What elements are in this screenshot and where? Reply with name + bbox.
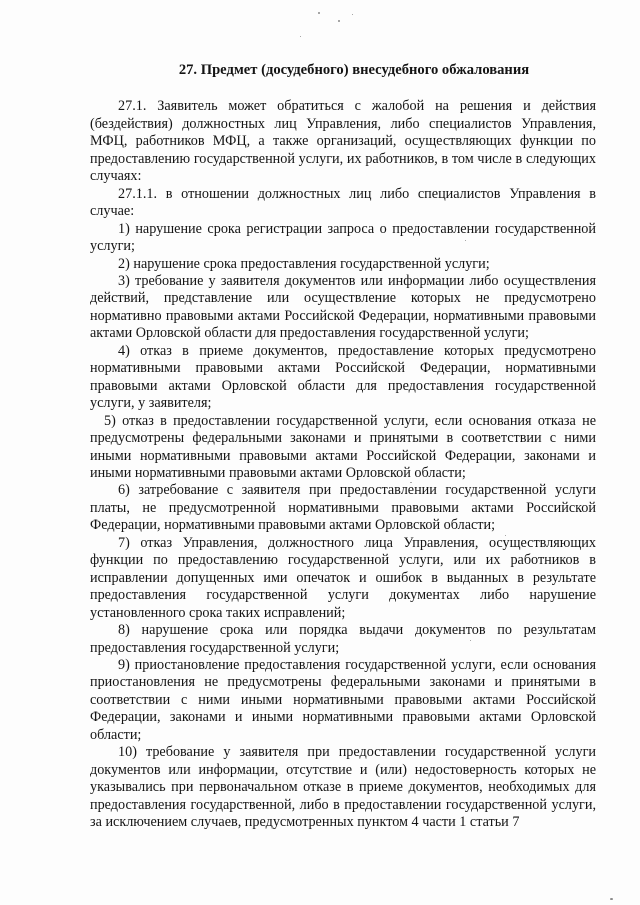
list-item-8: 8) нарушение срока или порядка выдачи документов по результатам предоставления государственной услуги; (90, 622, 596, 656)
list-item-1: 1) нарушение срока регистрации запроса о предоставлении государственной услуги; (90, 220, 596, 255)
scan-speck (610, 898, 613, 900)
list-item-3: 3) требование у заявителя документов или информации либо осуществления действий, представление или осуществление которых не предусмотрено нормативно правовыми актами Российской Федерации, нормативными правовыми актами Орловской области для предоставления государственной услуги; (90, 272, 596, 342)
scan-speck (300, 36, 301, 37)
list-item-4: 4) отказ в приеме документов, предоставление которых предусмотрено нормативными правовыми актами Российской Федерации, нормативными правовыми актами Орловской области для предоставления государственной услуги, у заявителя; (90, 342, 596, 412)
scan-speck (338, 20, 340, 22)
list-item-10: 10) требование у заявителя при предоставлении государственной услуги документов или информации, отсутствие и (или) недостоверность которых не указывались при первоначальном отказе в приеме документов, необходимых для предоставления государственной, либо в предоставлении государственной услуги, за исключением случаев, предусмотренных пунктом 4 части 1 статьи 7 (90, 744, 596, 831)
scan-speck (352, 14, 353, 15)
list-item-9: 9) приостановление предоставления государственной услуги, если основания приостановления не предусмотрены федеральными законами и принятыми в соответствии с ними иными нормативными правовыми актами Российской Федерации, законами и иными нормативными правовыми актами Орловской области; (90, 656, 596, 743)
list-item-6: 6) затребование с заявителя при предоставлении государственной услуги платы, не предусмотренной нормативными правовыми актами Российской Федерации, нормативными правовыми актами Орловской области; (90, 482, 596, 534)
scan-speck (318, 12, 320, 14)
list-item-5: 5) отказ в предоставлении государственной услуги, если основания отказа не предусмотрены федеральными законами и принятыми в соответствии с ними иными нормативными правовыми актами Российской Федерации, законами и иными нормативными правовыми актами Орловской области; (90, 412, 596, 481)
paragraph-27-1-1: 27.1.1. в отношении должностных лиц либо специалистов Управления в случае: (90, 185, 596, 220)
paragraph-27-1: 27.1. Заявитель может обратиться с жалобой на решения и действия (бездействия) должностных лиц Управления, либо специалистов Управления, МФЦ, работников МФЦ, а также организаций, осуществляющих функции по предоставлению государственной услуги, их работников, в том числе в следующих случаях: (90, 98, 596, 185)
list-item-2: 2) нарушение срока предоставления государственной услуги; (118, 255, 490, 272)
section-title: 27. Предмет (досудебного) внесудебного обжалования (178, 62, 530, 78)
document-body (90, 62, 596, 831)
list-item-7: 7) отказ Управления, должностного лица Управления, осуществляющих функции по предоставлению государственной услуги, или их работников в исправлении допущенных ими опечаток и ошибок в выданных в результате предоставления государственной услуги документах либо нарушение установленного срока таких исправлений; (90, 534, 596, 621)
